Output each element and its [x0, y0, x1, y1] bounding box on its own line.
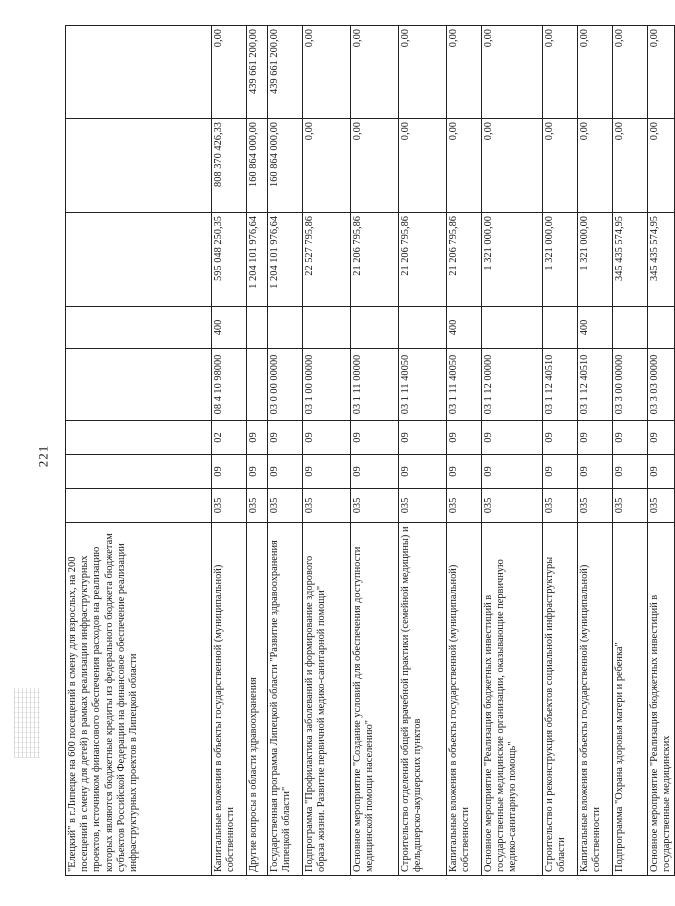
cell-grbs: 035	[303, 489, 351, 523]
table-row	[66, 26, 212, 876]
cell-name: Подпрограмма "Профилактика заболеваний и формирование здорового образа жизни. Развитие первичной медико-санитарной помощи"	[303, 523, 351, 876]
cell-vr	[247, 307, 268, 349]
cell-grbs: 035	[447, 489, 482, 523]
cell-grbs: 035	[578, 489, 613, 523]
cell-name: Строительство и реконструкция объектов социальной инфраструктуры области	[543, 523, 578, 876]
cell-vr: 400	[212, 307, 247, 349]
cell-grbs: 035	[399, 489, 447, 523]
cell-s3: 0,00	[613, 26, 648, 119]
cell-podrazdel: 02	[212, 421, 247, 455]
cell-s3: 0,00	[399, 26, 447, 119]
cell-s2: 0,00	[303, 119, 351, 213]
cell-vr	[399, 307, 447, 349]
cell-podrazdel: 09	[648, 421, 675, 455]
cell-grbs: 035	[482, 489, 543, 523]
cell-podrazdel	[66, 421, 212, 455]
cell-podrazdel: 09	[351, 421, 399, 455]
table-row	[447, 26, 482, 876]
table-row	[399, 26, 447, 876]
cell-s2: 160 864 000,00	[247, 119, 268, 213]
cell-csr	[66, 349, 212, 421]
cell-s1: 1 321 000,00	[482, 213, 543, 307]
cell-podrazdel: 09	[247, 421, 268, 455]
cell-razdel: 09	[578, 455, 613, 489]
cell-razdel: 09	[212, 455, 247, 489]
cell-s2: 0,00	[578, 119, 613, 213]
cell-s3: 0,00	[543, 26, 578, 119]
cell-csr: 08 4 10 98000	[212, 349, 247, 421]
cell-s2: 0,00	[482, 119, 543, 213]
cell-razdel: 09	[351, 455, 399, 489]
cell-grbs: 035	[268, 489, 303, 523]
cell-s2	[66, 119, 212, 213]
cell-s1: 21 206 795,86	[399, 213, 447, 307]
cell-s3: 0,00	[447, 26, 482, 119]
cell-vr	[303, 307, 351, 349]
cell-podrazdel: 09	[578, 421, 613, 455]
cell-s2: 0,00	[351, 119, 399, 213]
budget-table	[65, 25, 675, 876]
cell-csr: 03 1 11 00000	[351, 349, 399, 421]
cell-name: Основное мероприятие "Реализация бюджетных инвестиций в государственные медицинские организации, оказывающие первичную медико-санитарную помощь"	[482, 523, 543, 876]
cell-razdel: 09	[303, 455, 351, 489]
budget-table-sheet	[65, 26, 673, 876]
cell-s3: 0,00	[482, 26, 543, 119]
cell-razdel: 09	[482, 455, 543, 489]
cell-name: Основное мероприятие "Создание условий для обеспечения доступности медицинской помощи населению"	[351, 523, 399, 876]
cell-s2: 808 370 426,33	[212, 119, 247, 213]
cell-name: Государственная программа Липецкой области "Развитие здравоохранения Липецкой области"	[268, 523, 303, 876]
cell-csr: 03 1 12 40510	[543, 349, 578, 421]
cell-name: Строительство отделений общей врачебной практики (семейной медицины) и фельдшерско-акушерских пунктов	[399, 523, 447, 876]
cell-name: Капитальные вложения в объекты государственной (муниципальной) собственности	[447, 523, 482, 876]
cell-vr	[482, 307, 543, 349]
cell-vr: 400	[447, 307, 482, 349]
cell-razdel: 09	[247, 455, 268, 489]
cell-razdel: 09	[648, 455, 675, 489]
cell-s3: 0,00	[648, 26, 675, 119]
cell-s1: 345 435 574,95	[648, 213, 675, 307]
cell-s2: 160 864 000,00	[268, 119, 303, 213]
cell-s1: 595 048 250,35	[212, 213, 247, 307]
cell-s3: 0,00	[578, 26, 613, 119]
page-number: 221	[35, 444, 51, 468]
cell-grbs: 035	[543, 489, 578, 523]
cell-razdel: 09	[399, 455, 447, 489]
cell-s1: 345 435 574,95	[613, 213, 648, 307]
cell-name: Основное мероприятие "Реализация бюджетных инвестиций в государственные медицинских	[648, 523, 675, 876]
table-row	[543, 26, 578, 876]
cell-s1: 1 204 101 976,64	[268, 213, 303, 307]
cell-s2: 0,00	[399, 119, 447, 213]
table-row	[482, 26, 543, 876]
cell-s1: 1 204 101 976,64	[247, 213, 268, 307]
cell-name: Подпрограмма "Охрана здоровья матери и ребенка"	[613, 523, 648, 876]
cell-razdel: 09	[268, 455, 303, 489]
cell-razdel: 09	[543, 455, 578, 489]
table-row	[613, 26, 648, 876]
cell-vr	[543, 307, 578, 349]
cell-s3	[66, 26, 212, 119]
cell-name: Капитальные вложения в объекты государственной (муниципальной) собственности	[212, 523, 247, 876]
table-row	[351, 26, 399, 876]
cell-podrazdel: 09	[447, 421, 482, 455]
cell-s3: 439 661 200,00	[247, 26, 268, 119]
cell-podrazdel: 09	[399, 421, 447, 455]
table-row	[212, 26, 247, 876]
cell-s1: 1 321 000,00	[543, 213, 578, 307]
cell-podrazdel: 09	[543, 421, 578, 455]
cell-s2: 0,00	[648, 119, 675, 213]
cell-csr: 03 1 11 40050	[447, 349, 482, 421]
cell-s3: 0,00	[212, 26, 247, 119]
cell-razdel: 09	[447, 455, 482, 489]
cell-s2: 0,00	[543, 119, 578, 213]
cell-vr	[613, 307, 648, 349]
cell-csr	[247, 349, 268, 421]
table-row	[268, 26, 303, 876]
table-row	[247, 26, 268, 876]
cell-vr	[351, 307, 399, 349]
cell-vr	[268, 307, 303, 349]
cell-s3: 0,00	[303, 26, 351, 119]
cell-name: "Елецкий" в г.Липецке на 600 посещений в смену для взрослых, на 200 посещений в смену для детей) в рамках реализации инфраструктурных проектов, источником финансового обеспечения расходов на реализацию которых являются бюджетные кредиты из федерального бюджета бюджетам субъектов Российской Федерации на финансовое обеспечение реализации инфраструктурных проектов в Липецкой области	[66, 523, 212, 876]
cell-podrazdel: 09	[613, 421, 648, 455]
scan-artifact	[14, 688, 40, 758]
cell-s1: 21 206 795,86	[351, 213, 399, 307]
table-row	[648, 26, 675, 876]
cell-name: Другие вопросы в области здравоохранения	[247, 523, 268, 876]
cell-grbs: 035	[648, 489, 675, 523]
cell-s2: 0,00	[613, 119, 648, 213]
cell-s1: 1 321 000,00	[578, 213, 613, 307]
cell-podrazdel: 09	[268, 421, 303, 455]
cell-s1: 22 527 795,86	[303, 213, 351, 307]
cell-razdel	[66, 455, 212, 489]
cell-csr: 03 3 03 00000	[648, 349, 675, 421]
cell-vr	[648, 307, 675, 349]
cell-grbs: 035	[351, 489, 399, 523]
cell-s3: 0,00	[351, 26, 399, 119]
cell-s1	[66, 213, 212, 307]
cell-csr: 03 3 00 00000	[613, 349, 648, 421]
cell-grbs: 035	[247, 489, 268, 523]
cell-grbs: 035	[212, 489, 247, 523]
budget-table-body	[66, 26, 675, 876]
cell-csr: 03 1 11 40050	[399, 349, 447, 421]
cell-csr: 03 1 00 00000	[303, 349, 351, 421]
cell-s1: 21 206 795,86	[447, 213, 482, 307]
cell-s3: 439 661 200,00	[268, 26, 303, 119]
cell-razdel: 09	[613, 455, 648, 489]
cell-csr: 03 0 00 00000	[268, 349, 303, 421]
table-row	[303, 26, 351, 876]
cell-podrazdel: 09	[303, 421, 351, 455]
cell-podrazdel: 09	[482, 421, 543, 455]
table-row	[578, 26, 613, 876]
cell-vr	[66, 307, 212, 349]
cell-grbs: 035	[613, 489, 648, 523]
cell-vr: 400	[578, 307, 613, 349]
cell-csr: 03 1 12 00000	[482, 349, 543, 421]
cell-csr: 03 1 12 40510	[578, 349, 613, 421]
cell-name: Капитальные вложения в объекты государственной (муниципальной) собственности	[578, 523, 613, 876]
cell-grbs	[66, 489, 212, 523]
cell-s2: 0,00	[447, 119, 482, 213]
